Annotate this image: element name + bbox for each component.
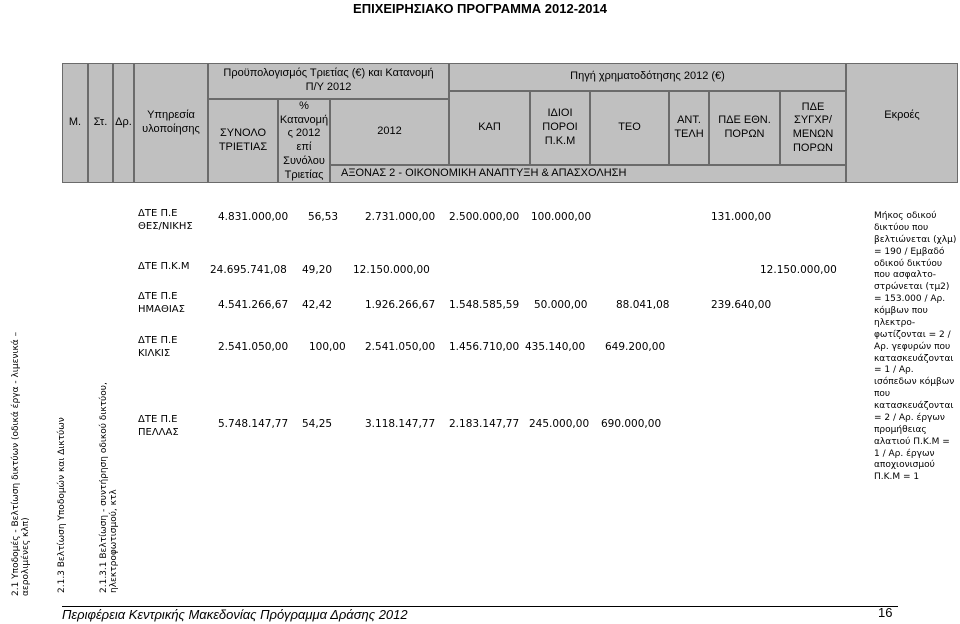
cell-kap: 1.456.710,00 xyxy=(449,341,520,353)
document-title: ΕΠΙΧΕΙΡΗΣΙΑΚΟ ΠΡΟΓΡΑΜΜΑ 2012-2014 xyxy=(353,1,607,16)
header-pde-sygxr: ΠΔΕ ΣΥΓΧΡ/ΜΕΝΩΝ ΠΟΡΩΝ xyxy=(780,91,846,165)
cell-kap: 2.500.000,00 xyxy=(449,211,520,223)
cell-2012: 12.150.000,00 xyxy=(353,264,430,276)
cell-pct: 56,53 xyxy=(308,211,339,223)
cell-total: 2.541.050,00 xyxy=(218,341,289,353)
cell-pde-sygxr: 12.150.000,00 xyxy=(760,264,837,276)
header-teo: ΤΕΟ xyxy=(590,91,669,165)
header-m-cell: Μ. xyxy=(62,63,88,183)
cell-own: 100.000,00 xyxy=(531,211,592,223)
cell-2012: 2.731.000,00 xyxy=(365,211,436,223)
outputs-notes: Μήκος οδικού δικτύου που βελτιώνεται (χλμ) = 190 / Εμβαδό οδικού δικτύου που ασφαλτο- στρώνεται (τμ2) = 153.000 / Αρ. κόμβων που ηλεκτρο- φωτίζονται = 2 / Αρ. γεφυρών που κατασκευάζονται = 1 / Αρ. ισόπεδων κόμβων που κατασκευάζονται = 2 / Αρ. έργων προμήθειας αλατιού Π.Κ.Μ = 1 / Αρ. έργων αποχιονισμού Π.Κ.Μ = 1 xyxy=(874,211,957,483)
row-agency: ΔΤΕ Π.Ε ΠΕΛΛΑΣ xyxy=(138,414,179,438)
cell-teo: 88.041,08 xyxy=(616,299,670,311)
cell-pct: 100,00 xyxy=(309,341,346,353)
cell-total: 4.831.000,00 xyxy=(218,211,289,223)
header-kap: ΚΑΠ xyxy=(449,91,530,165)
cell-pct: 54,25 xyxy=(302,418,333,430)
header-year-2012: 2012 xyxy=(330,99,449,165)
header-agency: Υπηρεσία υλοποίησης xyxy=(134,63,208,183)
cell-2012: 1.926.266,67 xyxy=(365,299,436,311)
header-own-resources: ΙΔΙΟΙ ΠΟΡΟΙ Π.Κ.Μ xyxy=(530,91,590,165)
header-pde-eth: ΠΔΕ ΕΘΝ. ΠΟΡΩΝ xyxy=(709,91,780,165)
cell-pct: 42,42 xyxy=(302,299,333,311)
measure-label: 2.1 Υποδομές - Βελτίωση δικτύων (οδικά έργα - λιμενικά – αερολιμένες κλπ) xyxy=(11,331,32,596)
cell-pde-eth: 131.000,00 xyxy=(711,211,772,223)
cell-2012: 2.541.050,00 xyxy=(365,341,436,353)
cell-pde-eth: 239.640,00 xyxy=(711,299,772,311)
row-agency: ΔΤΕ Π.Ε ΗΜΑΘΙΑΣ xyxy=(138,291,185,315)
header-st-cell: Στ. xyxy=(88,63,113,183)
row-agency: ΔΤΕ Π.Ε ΚΙΛΚΙΣ xyxy=(138,335,178,359)
cell-teo: 690.000,00 xyxy=(601,418,662,430)
row-agency: ΔΤΕ Π.Κ.Μ xyxy=(138,261,190,272)
header-total: ΣΥΝΟΛΟ ΤΡΙΕΤΙΑΣ xyxy=(208,99,278,183)
header-outputs: Εκροές xyxy=(846,63,958,183)
cell-kap: 2.183.147,77 xyxy=(449,418,520,430)
header-pct: % Κατανομή ς 2012 επί Συνόλου Τριετίας xyxy=(278,99,330,183)
axis-banner: ΑΞΟΝΑΣ 2 - ΟΙΚΟΝΟΜΙΚΗ ΑΝΑΠΤΥΞΗ & ΑΠΑΣΧΟΛΗΣΗ xyxy=(330,165,846,183)
cell-own: 50.000,00 xyxy=(534,299,588,311)
header-budget-group: Προϋπολογισμός Τριετίας (€) και Κατανομή Π/Υ 2012 xyxy=(208,63,449,99)
row-agency: ΔΤΕ Π.Ε ΘΕΣ/ΝΙΚΗΣ xyxy=(138,208,193,232)
header-funding-group: Πηγή χρηματοδότησης 2012 (€) xyxy=(449,63,846,91)
header-ant: ΑΝΤ. ΤΕΛΗ xyxy=(669,91,709,165)
cell-pct: 49,20 xyxy=(302,264,333,276)
cell-teo: 649.200,00 xyxy=(605,341,666,353)
footer-text: Περιφέρεια Κεντρικής Μακεδονίας Πρόγραμμα Δράσης 2012 xyxy=(62,607,408,622)
cell-total: 4.541.266,67 xyxy=(218,299,289,311)
cell-own: 435.140,00 xyxy=(525,341,586,353)
cell-kap: 1.548.585,59 xyxy=(449,299,520,311)
cell-total: 24.695.741,08 xyxy=(210,264,287,276)
cell-2012: 3.118.147,77 xyxy=(365,418,436,430)
page-number: 16 xyxy=(878,605,893,620)
cell-own: 245.000,00 xyxy=(529,418,590,430)
sub-measure-label: 2.1.3 Βελτίωση Υποδομών και Δικτύων xyxy=(57,417,67,593)
header-dr-cell: Δρ. xyxy=(113,63,134,183)
action-label: 2.1.3.1 Βελτίωση - συντήρηση οδικού δικτύου, ηλεκτροφωτισμού, κτλ xyxy=(99,382,120,593)
cell-total: 5.748.147,77 xyxy=(218,418,289,430)
